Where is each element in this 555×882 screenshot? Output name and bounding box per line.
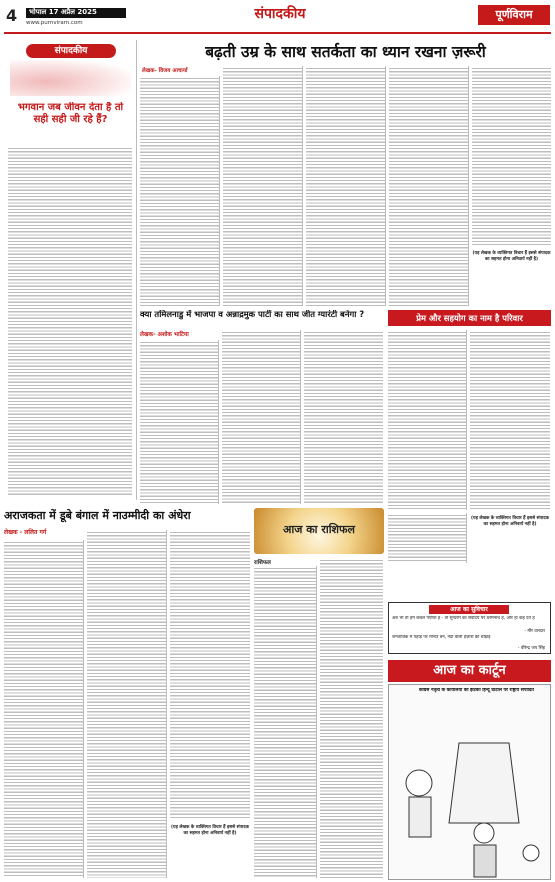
love-headline: प्रेम और सहयोग का नाम है परिवार: [388, 310, 551, 326]
editorial-sidebar: [4, 40, 137, 500]
main-column-3: [306, 66, 386, 306]
bengal-byline: लेखक - ललित गर्ग: [4, 529, 47, 536]
suvichar-author-1: - मीर वलदार: [524, 629, 545, 634]
editorial-badge: संपादकीय: [26, 44, 116, 58]
love-column-2: [470, 330, 550, 510]
suvichar-heading: आज का सुविचार: [429, 605, 509, 614]
tamil-column-3: [304, 330, 383, 504]
tamil-byline: लेखक- अशोक भाटिया: [140, 332, 189, 338]
page-number: 4: [6, 6, 18, 25]
suvichar-box: [388, 602, 551, 654]
rashifal-column-1: [254, 566, 317, 878]
date-line: भोपाल 17 अप्रैल 2025: [26, 8, 126, 18]
main-headline: बढ़ती उम्र के साथ सतर्कता का ध्यान रखना ज़रूरी: [205, 43, 486, 61]
suvichar-line-1: अब भी तो हम केवल पर्याप्त हैं - तो सुन्दरम का सर्वोदय पर धरमनाथ है, और हाँ कह देते हैं: [392, 616, 535, 621]
tamil-article: [140, 310, 384, 506]
tamil-headline: क्या तमिलनाडु में भाजपा व अन्नाद्रमुक पार्टी का साथ जीत ग्यारंटी बनेगा ?: [140, 310, 365, 319]
editorial-body: [8, 146, 132, 496]
tamil-column-1: [140, 340, 219, 504]
header-bar: [0, 0, 555, 38]
suvichar-line-2: जनतांत्रिक में पहाड़ पर मन्दिर बने, नदी वाली हज़ारों की चौड़ाई: [392, 635, 491, 640]
cartoon-drawing: [389, 703, 551, 880]
cartoon-image: [388, 684, 551, 880]
cartoon-caption: कांग्रेस नेतृत्व के कार्यालयों को झटका हिन्दू घोटाले पर राष्ट्रीय संपादित: [419, 688, 534, 693]
love-column-1: [388, 330, 467, 510]
rashifal-intro: राशिफल: [254, 560, 271, 566]
love-column-3: [388, 513, 467, 563]
header-rule: [4, 32, 551, 34]
rashifal-heading: आज का राशिफल: [283, 523, 355, 536]
rashifal-column-2: [320, 558, 383, 878]
editorial-illustration: [10, 60, 131, 96]
main-column-5: [472, 66, 551, 246]
rashifal-banner: [254, 508, 384, 554]
bengal-pull-quote: (यह लेखक के व्यक्तिगत विचार हैं इससे संपादक का सहमत होना अनिवार्य नहीं है): [171, 825, 249, 836]
cartoon-section: [388, 660, 551, 880]
bengal-column-1: [4, 540, 84, 878]
main-byline: लेखक- विजय आचार्या: [142, 68, 188, 74]
masthead: पूर्णविराम: [478, 5, 550, 25]
main-column-4: [389, 66, 469, 306]
love-article: [388, 310, 551, 600]
rashifal-section: [254, 508, 384, 880]
cartoon-heading: आज का कार्टून: [388, 660, 551, 682]
bengal-article: [4, 508, 252, 880]
main-column-2: [223, 66, 303, 306]
bengal-column-3: [170, 530, 250, 820]
editorial-title: भगवान जब जीवन देता है तो सही सही जी रहे हैं?: [17, 102, 124, 125]
main-pull-quote: (यह लेखक के व्यक्तिगत विचार हैं इससे संपादक का सहमत होना अनिवार्य नहीं है): [472, 251, 551, 262]
suvichar-author-2: - वीरेन्द्र जय सिंह: [517, 646, 545, 651]
website-link[interactable]: www.purnviram.com: [26, 20, 83, 26]
section-title: संपादकीय: [254, 6, 306, 22]
tamil-column-2: [222, 330, 301, 504]
main-article: [140, 40, 551, 308]
bengal-headline: अराजकता में डूबे बंगाल में नाउम्मीदी का अंधेरा: [4, 509, 191, 522]
love-pull-quote: (यह लेखक के व्यक्तिगत विचार हैं इससे संपादक का सहमत होना अनिवार्य नहीं है): [471, 516, 549, 527]
bengal-column-2: [87, 530, 167, 878]
main-column-1: [140, 76, 220, 306]
